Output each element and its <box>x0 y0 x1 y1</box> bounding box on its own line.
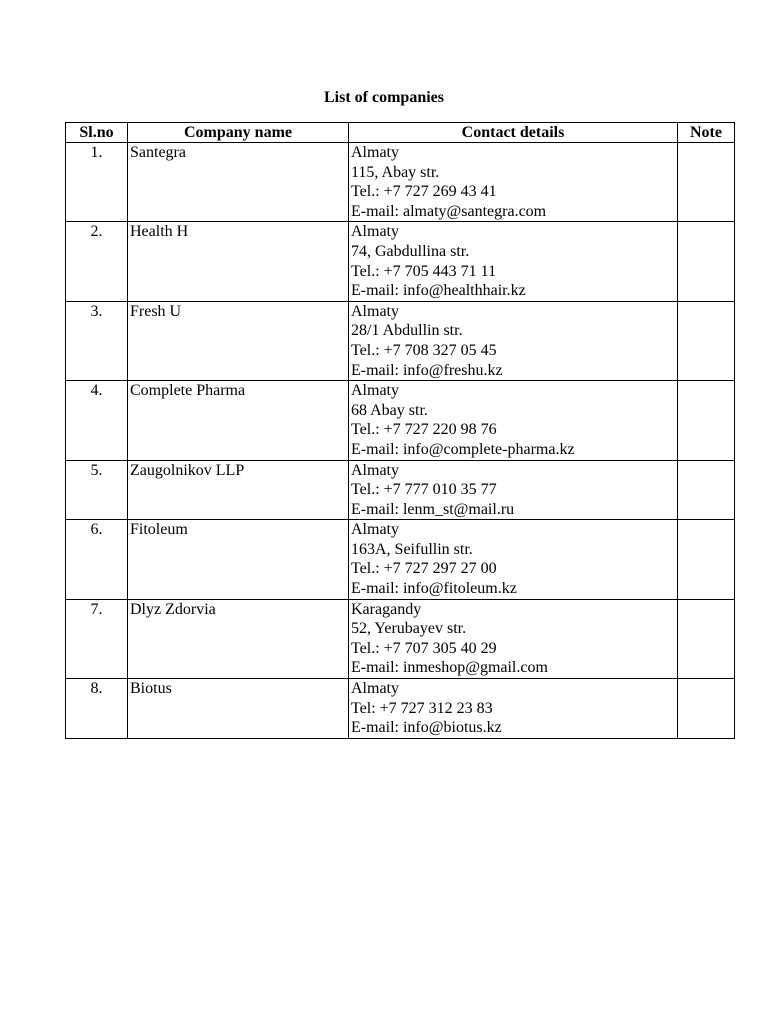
cell-slno: 6. <box>66 520 128 599</box>
cell-company-name: Santegra <box>128 143 349 222</box>
contact-line: Tel.: +7 708 327 05 45 <box>351 341 497 359</box>
table-row <box>66 679 735 739</box>
table-row <box>66 520 735 599</box>
contact-line: Almaty <box>351 144 399 161</box>
cell-slno: 2. <box>66 222 128 301</box>
contact-line: E-mail: almaty@santegra.com <box>351 202 547 220</box>
cell-slno: 4. <box>66 381 128 460</box>
companies-table <box>65 122 735 739</box>
contact-line: 68 Abay str. <box>351 401 428 419</box>
cell-slno: 8. <box>66 679 128 739</box>
table-row <box>66 301 735 380</box>
contact-line: E-mail: info@fitoleum.kz <box>351 580 517 598</box>
contact-line: Almaty <box>351 223 399 241</box>
table-body <box>66 143 735 739</box>
cell-slno: 7. <box>66 599 128 678</box>
contact-line: Tel.: +7 727 220 98 76 <box>351 421 497 439</box>
cell-company-name: Zaugolnikov LLP <box>128 460 349 520</box>
cell-company-name: Biotus <box>128 679 349 739</box>
header-slno: Sl.no <box>66 123 128 143</box>
contact-line: E-mail: info@freshu.kz <box>351 361 503 379</box>
table-header-row <box>66 123 735 143</box>
contact-line: E-mail: inmeshop@gmail.com <box>351 659 548 677</box>
contact-line: Almaty <box>351 680 399 698</box>
table-row <box>66 381 735 460</box>
contact-line: 115, Abay str. <box>351 163 440 181</box>
table-row <box>66 599 735 678</box>
contact-line: Almaty <box>351 521 399 539</box>
table-row <box>66 143 735 222</box>
contact-line: E-mail: info@complete-pharma.kz <box>351 440 575 458</box>
cell-note <box>678 301 735 380</box>
cell-company-name: Fresh U <box>128 301 349 380</box>
cell-contact-details <box>349 222 678 301</box>
contact-line: 52, Yerubayev str. <box>351 620 467 638</box>
contact-line: Tel.: +7 727 297 27 00 <box>351 560 497 578</box>
cell-note <box>678 460 735 520</box>
contact-line: Tel.: +7 777 010 35 77 <box>351 481 497 499</box>
contact-line: Karagandy <box>351 600 422 618</box>
cell-company-name: Fitoleum <box>128 520 349 599</box>
contact-line: Almaty <box>351 461 399 479</box>
cell-note <box>678 381 735 460</box>
cell-company-name: Dlyz Zdorvia <box>128 599 349 678</box>
cell-company-name: Health H <box>128 222 349 301</box>
cell-contact-details <box>349 599 678 678</box>
contact-line: Almaty <box>351 302 399 320</box>
contact-line: E-mail: lenm_st@mail.ru <box>351 500 515 518</box>
cell-slno: 5. <box>66 460 128 520</box>
cell-contact-details <box>349 381 678 460</box>
cell-slno: 1. <box>66 143 128 222</box>
table-row <box>66 460 735 520</box>
header-note: Note <box>678 123 735 143</box>
document-title: List of companies <box>324 89 444 106</box>
header-contact-details: Contact details <box>349 123 678 143</box>
cell-contact-details <box>349 679 678 739</box>
cell-note <box>678 599 735 678</box>
contact-line: Tel.: +7 705 443 71 11 <box>351 262 497 280</box>
cell-contact-details <box>349 460 678 520</box>
cell-note <box>678 679 735 739</box>
cell-contact-details <box>349 520 678 599</box>
cell-contact-details <box>349 301 678 380</box>
contact-line: 74, Gabdullina str. <box>351 242 470 260</box>
contact-line: Tel.: +7 707 305 40 29 <box>351 639 497 657</box>
contact-line: Tel.: +7 727 269 43 41 <box>351 183 497 201</box>
contact-line: 163A, Seifullin str. <box>351 540 473 558</box>
contact-line: E-mail: info@biotus.kz <box>351 719 502 737</box>
header-company-name: Company name <box>128 123 349 143</box>
cell-note <box>678 222 735 301</box>
cell-company-name: Complete Pharma <box>128 381 349 460</box>
contact-line: E-mail: info@healthhair.kz <box>351 282 526 300</box>
contact-line: 28/1 Abdullin str. <box>351 322 463 340</box>
cell-contact-details <box>349 143 678 222</box>
table-row <box>66 222 735 301</box>
cell-note <box>678 143 735 222</box>
contact-line: Tel: +7 727 312 23 83 <box>351 699 493 717</box>
cell-note <box>678 520 735 599</box>
contact-line: Almaty <box>351 382 399 400</box>
cell-slno: 3. <box>66 301 128 380</box>
